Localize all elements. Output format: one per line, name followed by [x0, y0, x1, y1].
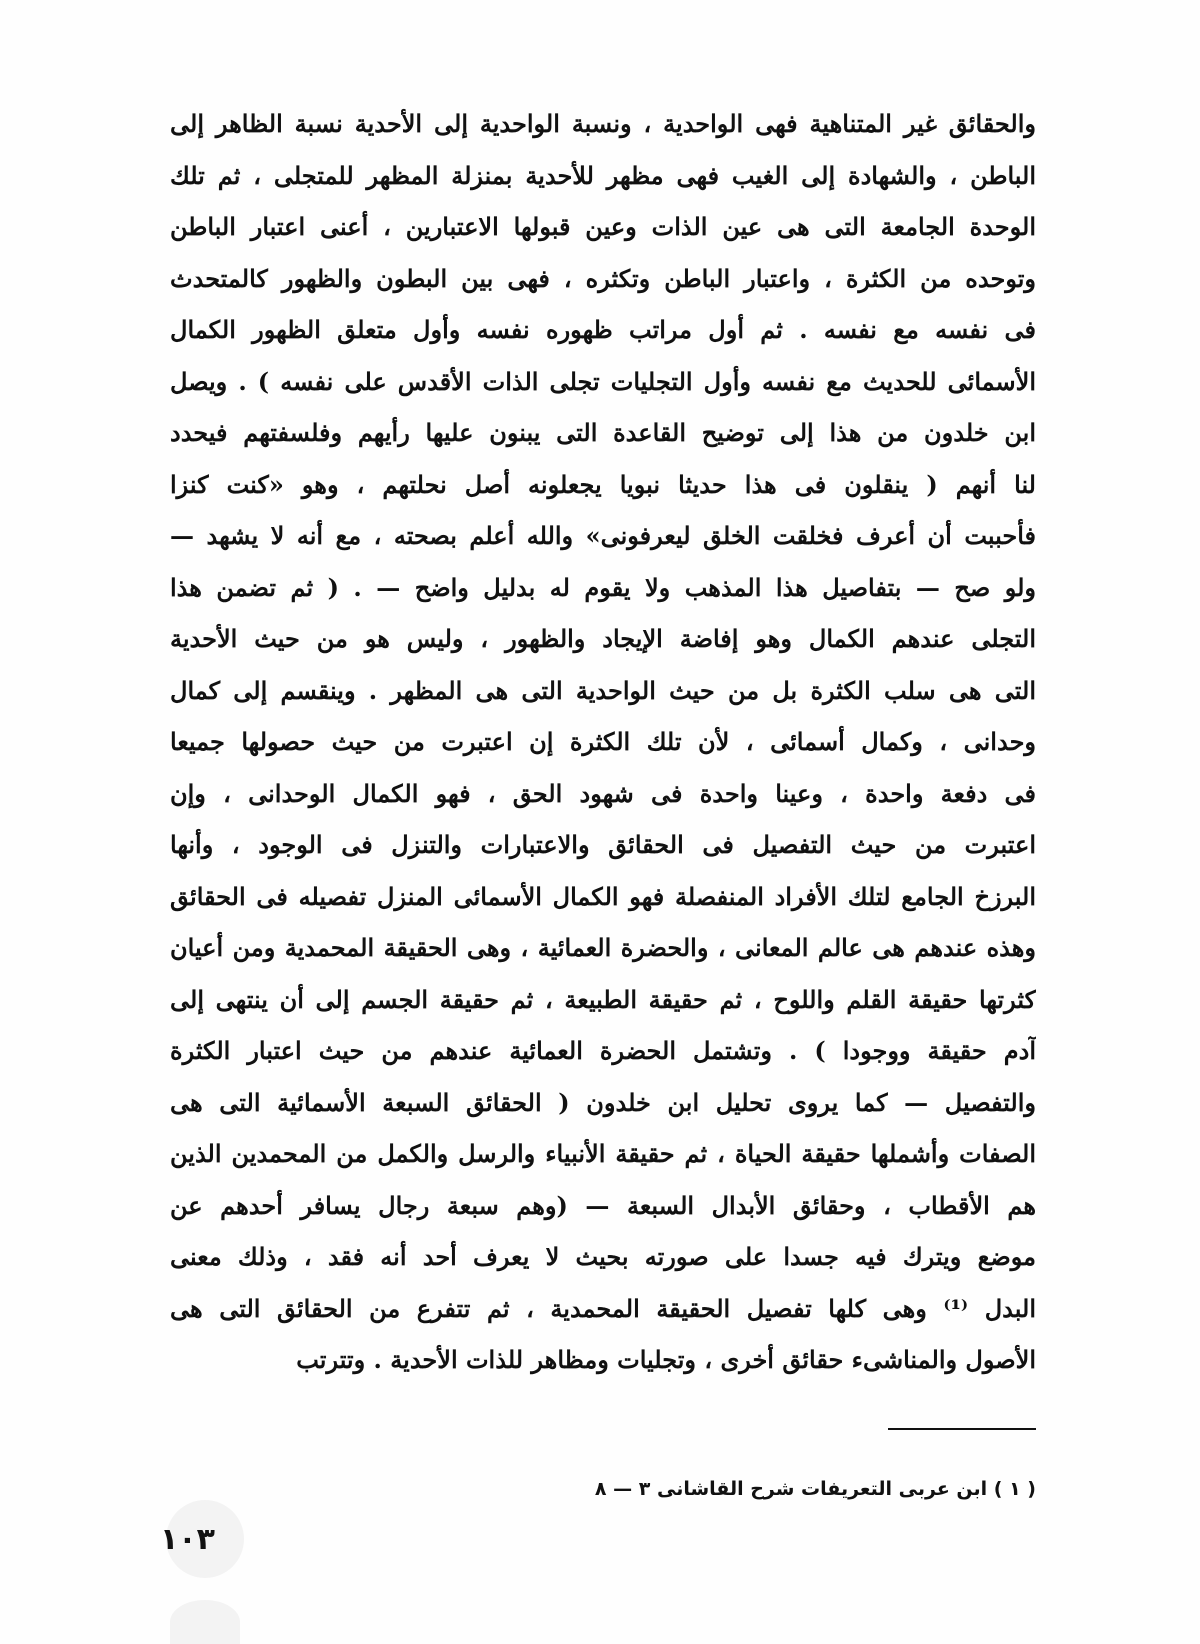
- paper-smudge: [170, 1600, 240, 1644]
- footnote-divider: [888, 1428, 1036, 1430]
- text-line: الوحدة الجامعة التى هى عين الذات وعين قبولها الاعتبارين ، أعنى اعتبار الباطن: [170, 212, 1036, 241]
- text-line: آدم حقيقة ووجودا ) . وتشتمل الحضرة العمائية عندهم من حيث اعتبار الكثرة: [170, 1036, 1036, 1065]
- text-line: الباطن ، والشهادة إلى الغيب فهى مظهر للأحدية بمنزلة المظهر للمتجلى ، ثم تلك: [170, 160, 1036, 190]
- text-line: فى دفعة واحدة ، وعينا واحدة فى شهود الحق ، فهو الكمال الوحدانى ، وإن: [170, 778, 1036, 808]
- text-line: ولو صح — بتفاصيل هذا المذهب ولا يقوم له بدليل واضح — . ( ثم تضمن هذا: [170, 572, 1036, 602]
- text-line: فى نفسه مع نفسه . ثم أول مراتب ظهوره نفسه وأول متعلق الظهور الكمال: [170, 315, 1036, 344]
- text-line: الصفات وأشملها حقيقة الحياة ، ثم حقيقة الأنبياء والرسل والكمل من المحمدين الذين: [170, 1139, 1036, 1168]
- text-line: البدل ⁽¹⁾ وهى كلها تفصيل الحقيقة المحمدية ، ثم تتفرع من الحقائق التى هى: [170, 1293, 1036, 1323]
- text-line: لنا أنهم ( ينقلون فى هذا حديثا نبويا يجعلونه أصل نحلتهم ، وهو «كنت كنزا: [170, 469, 1036, 499]
- text-line: الأصول والمناشىء حقائق أخرى ، وتجليات ومظاهر للذات الأحدية . وتترتب: [296, 1345, 1036, 1374]
- text-line: والتفصيل — كما يروى تحليل ابن خلدون ( الحقائق السبعة الأسمائية التى هى: [170, 1087, 1036, 1117]
- text-line: الأسمائى للحديث مع نفسه وأول التجليات تجلى الذات الأقدس على نفسه ) . ويصل: [170, 366, 1036, 396]
- text-line: البرزخ الجامع لتلك الأفراد المنفصلة فهو الكمال الأسمائى المنزل تفصيله فى الحقائق: [170, 881, 1036, 911]
- text-line: موضع ويترك فيه جسدا على صورته بحيث لا يعرف أحد أنه فقد ، وذلك معنى: [170, 1242, 1036, 1271]
- text-line: كثرتها حقيقة القلم واللوح ، ثم حقيقة الطبيعة ، ثم حقيقة الجسم إلى أن ينتهى إلى: [170, 984, 1036, 1014]
- text-line: وهذه عندهم هى عالم المعانى ، والحضرة العمائية ، وهى الحقيقة المحمدية ومن أعيان: [170, 933, 1036, 962]
- text-line: التى هى سلب الكثرة بل من حيث الواحدية التى هى المظهر . وينقسم إلى كمال: [170, 675, 1036, 705]
- text-line: والحقائق غير المتناهية فهى الواحدية ، ونسبة الواحدية إلى الأحدية نسبة الظاهر إلى: [170, 109, 1036, 138]
- text-line: ابن خلدون من هذا إلى توضيح القاعدة التى يبنون عليها رأيهم وفلسفتهم فيحدد: [170, 418, 1036, 447]
- footnote: ( ١ ) ابن عربى التعريفات شرح القاشانى ٣ — ٨: [594, 1478, 1036, 1500]
- text-line: اعتبرت من حيث التفصيل فى الحقائق والاعتبارات والتنزل فى الوجود ، وأنها: [170, 830, 1036, 859]
- text-line: هم الأقطاب ، وحقائق الأبدال السبعة — (وهم سبعة رجال يسافر أحدهم عن: [170, 1190, 1036, 1220]
- text-line: التجلى عندهم الكمال وهو إفاضة الإيجاد والظهور ، وليس هو من حيث الأحدية: [170, 624, 1036, 653]
- text-line: فأحببت أن أعرف فخلقت الخلق ليعرفونى» والله أعلم بصحته ، مع أنه لا يشهد —: [170, 521, 1036, 550]
- text-line: وتوحده من الكثرة ، واعتبار الباطن وتكثره ، فهى بين البطون والظهور كالمتحدث: [170, 263, 1036, 293]
- text-line: وحدانى ، وكمال أسمائى ، لأن تلك الكثرة إن اعتبرت من حيث حصولها جميعا: [170, 727, 1036, 756]
- body-text: [170, 98, 1036, 1386]
- page-number: ١٠٣: [160, 1522, 215, 1557]
